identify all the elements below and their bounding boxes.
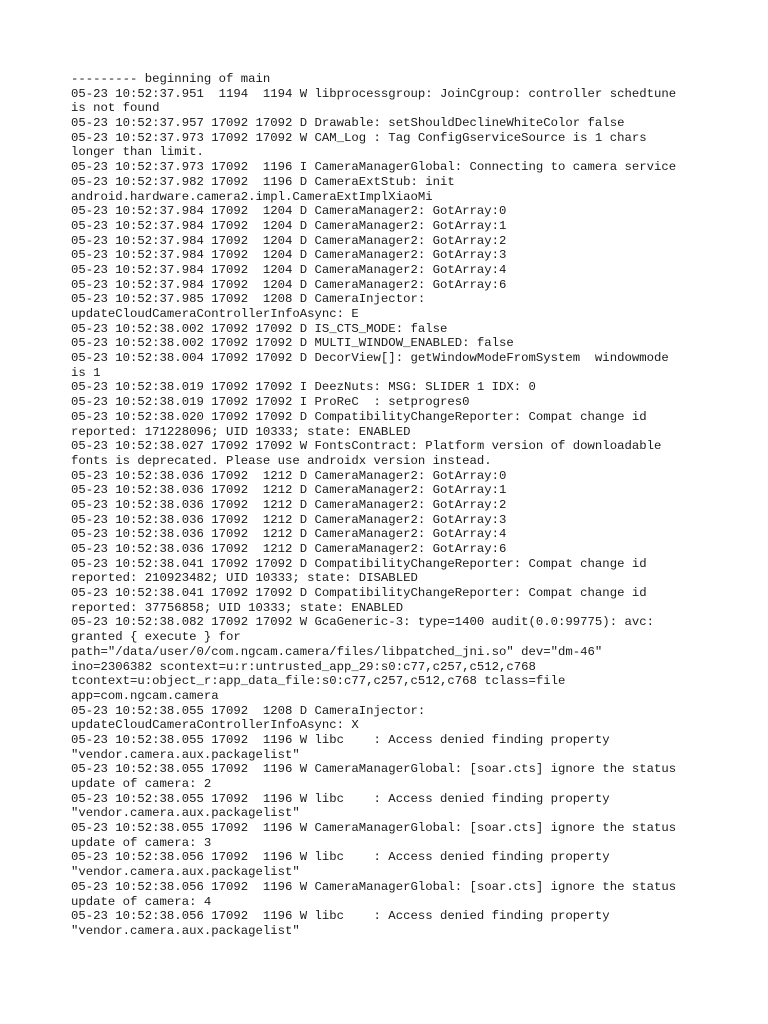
log-line: 05-23 10:52:37.985 17092 1208 D CameraInjector: <box>71 292 426 307</box>
log-line: 05-23 10:52:38.056 17092 1196 W libc : Access denied finding property <box>71 909 610 924</box>
log-line: 05-23 10:52:38.055 17092 1196 W libc : Access denied finding property <box>71 791 610 806</box>
log-line: "vendor.camera.aux.packagelist" <box>71 923 300 938</box>
log-line: 05-23 10:52:38.002 17092 17092 D MULTI_WINDOW_ENABLED: false <box>71 336 514 351</box>
log-line: 05-23 10:52:38.055 17092 1196 W CameraManagerGlobal: [soar.cts] ignore the status <box>71 762 677 777</box>
log-line: updateCloudCameraControllerInfoAsync: X <box>71 718 359 733</box>
log-line: 05-23 10:52:37.984 17092 1204 D CameraManager2: GotArray:4 <box>71 262 507 277</box>
log-line: 05-23 10:52:38.055 17092 1196 W libc : Access denied finding property <box>71 732 610 747</box>
log-line: 05-23 10:52:37.957 17092 17092 D Drawable: setShouldDeclineWhiteColor false <box>71 116 625 131</box>
log-line: 05-23 10:52:37.984 17092 1204 D CameraManager2: GotArray:6 <box>71 277 507 292</box>
log-line: 05-23 10:52:38.082 17092 17092 W GcaGeneric-3: type=1400 audit(0.0:99775): avc: <box>71 615 654 630</box>
log-line: is not found <box>71 101 160 116</box>
log-line: 05-23 10:52:37.984 17092 1204 D CameraManager2: GotArray:2 <box>71 233 507 248</box>
log-line: 05-23 10:52:37.984 17092 1204 D CameraManager2: GotArray:0 <box>71 204 507 219</box>
log-line: 05-23 10:52:37.984 17092 1204 D CameraManager2: GotArray:1 <box>71 218 507 233</box>
log-line: "vendor.camera.aux.packagelist" <box>71 806 300 821</box>
log-line: reported: 171228096; UID 10333; state: ENABLED <box>71 424 411 439</box>
log-line: 05-23 10:52:38.041 17092 17092 D CompatibilityChangeReporter: Compat change id <box>71 556 647 571</box>
log-line: 05-23 10:52:38.041 17092 17092 D CompatibilityChangeReporter: Compat change id <box>71 586 647 601</box>
log-line: "vendor.camera.aux.packagelist" <box>71 865 300 880</box>
log-line: 05-23 10:52:38.036 17092 1212 D CameraManager2: GotArray:6 <box>71 542 507 556</box>
log-line: fonts is deprecated. Please use androidx version instead. <box>71 453 492 468</box>
log-line: 05-23 10:52:38.036 17092 1212 D CameraManager2: GotArray:1 <box>71 483 507 498</box>
log-line: 05-23 10:52:38.056 17092 1196 W libc : Access denied finding property <box>71 850 610 865</box>
log-line: 05-23 10:52:38.019 17092 17092 I ProReC : setprogres0 <box>71 395 470 410</box>
log-line: update of camera: 3 <box>71 835 212 850</box>
log-line: app=com.ngcam.camera <box>71 688 219 703</box>
log-line: granted { execute } for <box>71 630 241 645</box>
log-line: reported: 210923482; UID 10333; state: DISABLED <box>71 571 418 586</box>
logcat-output <box>71 72 701 939</box>
log-line: updateCloudCameraControllerInfoAsync: E <box>71 307 359 321</box>
log-line: 05-23 10:52:37.984 17092 1204 D CameraManager2: GotArray:3 <box>71 248 507 263</box>
log-line: 05-23 10:52:38.036 17092 1212 D CameraManager2: GotArray:2 <box>71 497 507 512</box>
log-line: 05-23 10:52:38.036 17092 1212 D CameraManager2: GotArray:0 <box>71 468 507 483</box>
log-line: path="/data/user/0/com.ngcam.camera/files/libpatched_jni.so" dev="dm-46" <box>71 644 603 659</box>
log-line: 05-23 10:52:37.973 17092 1196 I CameraManagerGlobal: Connecting to camera service <box>71 160 677 175</box>
log-line: --------- beginning of main <box>71 72 271 86</box>
log-line: 05-23 10:52:38.055 17092 1196 W CameraManagerGlobal: [soar.cts] ignore the status <box>71 821 677 836</box>
log-line: update of camera: 4 <box>71 894 212 909</box>
log-line: 05-23 10:52:38.036 17092 1212 D CameraManager2: GotArray:3 <box>71 512 507 527</box>
log-line: longer than limit. <box>71 145 204 160</box>
log-line: 05-23 10:52:38.027 17092 17092 W FontsContract: Platform version of downloadable <box>71 439 662 454</box>
log-line: 05-23 10:52:37.951 1194 1194 W libprocessgroup: JoinCgroup: controller schedtune <box>71 86 677 101</box>
log-line: 05-23 10:52:38.019 17092 17092 I DeezNuts: MSG: SLIDER 1 IDX: 0 <box>71 380 536 395</box>
log-line: 05-23 10:52:38.036 17092 1212 D CameraManager2: GotArray:4 <box>71 527 507 542</box>
log-line: android.hardware.camera2.impl.CameraExtImplXiaoMi <box>71 189 433 204</box>
log-line: 05-23 10:52:37.982 17092 1196 D CameraExtStub: init <box>71 174 455 189</box>
log-line: ino=2306382 scontext=u:r:untrusted_app_29:s0:c77,c257,c512,c768 <box>71 659 536 674</box>
log-line: 05-23 10:52:38.056 17092 1196 W CameraManagerGlobal: [soar.cts] ignore the status <box>71 879 677 894</box>
log-line: tcontext=u:object_r:app_data_file:s0:c77,c257,c512,c768 tclass=file <box>71 674 566 689</box>
log-line: reported: 37756858; UID 10333; state: ENABLED <box>71 600 404 615</box>
log-line: update of camera: 2 <box>71 777 212 791</box>
log-line: "vendor.camera.aux.packagelist" <box>71 747 300 762</box>
log-line: 05-23 10:52:38.002 17092 17092 D IS_CTS_MODE: false <box>71 321 448 336</box>
log-line: 05-23 10:52:38.004 17092 17092 D DecorView[]: getWindowModeFromSystem windowmode <box>71 351 669 366</box>
log-line: is 1 <box>71 365 101 380</box>
log-line: 05-23 10:52:38.020 17092 17092 D CompatibilityChangeReporter: Compat change id <box>71 409 647 424</box>
log-line: 05-23 10:52:38.055 17092 1208 D CameraInjector: <box>71 703 426 718</box>
log-line: 05-23 10:52:37.973 17092 17092 W CAM_Log : Tag ConfigGserviceSource is 1 chars <box>71 130 647 145</box>
